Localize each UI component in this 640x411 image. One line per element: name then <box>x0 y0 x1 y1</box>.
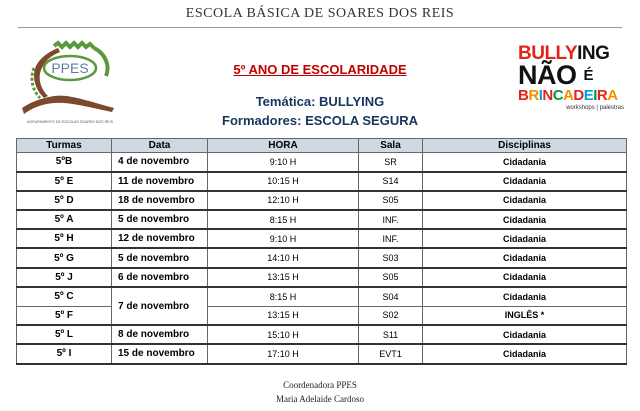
cell-disciplina: Cidadania <box>423 191 627 210</box>
bullying-logo-letter: D <box>573 87 584 104</box>
cell-turma: 5º H <box>17 229 112 248</box>
bullying-logo-letter: I <box>593 87 597 104</box>
grade-heading: 5º ANO DE ESCOLARIDADE <box>233 62 407 77</box>
cell-hora: 14:10 H <box>208 248 359 267</box>
bullying-logo-letter: A <box>563 87 574 104</box>
table-row <box>17 325 627 344</box>
cell-hora: 8:15 H <box>208 287 359 306</box>
cell-hora: 12:10 H <box>208 191 359 210</box>
cell-data: 12 de novembro <box>112 229 208 248</box>
bullying-logo-nao: NÃO <box>518 60 577 90</box>
table-row <box>17 153 627 172</box>
cell-disciplina: Cidadania <box>423 287 627 306</box>
cell-data: 6 de novembro <box>112 268 208 287</box>
cell-disciplina: INGLÊS * <box>423 306 627 325</box>
ppes-logo-caption: AGRUPAMENTO DE ESCOLAS SOARES DOS REIS <box>27 120 113 124</box>
cell-sala: S04 <box>359 287 423 306</box>
cell-data: 5 de novembro <box>112 248 208 267</box>
cell-turma: 5º I <box>17 344 112 363</box>
cell-hora: 17:10 H <box>208 344 359 363</box>
cell-hora: 9:10 H <box>208 153 359 172</box>
cell-turma: 5ºB <box>17 153 112 172</box>
cell-turma: 5º A <box>17 210 112 229</box>
cell-hora: 9:10 H <box>208 229 359 248</box>
cell-disciplina: Cidadania <box>423 229 627 248</box>
title-divider <box>18 27 622 28</box>
bullying-logo <box>518 44 628 124</box>
cell-hora: 8:15 H <box>208 210 359 229</box>
table-row <box>17 210 627 229</box>
footer-coordinator-role: Coordenadora PPES <box>283 380 357 390</box>
cell-disciplina: Cidadania <box>423 344 627 363</box>
cell-disciplina: Cidadania <box>423 268 627 287</box>
cell-data: 11 de novembro <box>112 172 208 191</box>
cell-sala: INF. <box>359 229 423 248</box>
cell-sala: S05 <box>359 268 423 287</box>
col-header-disciplinas: Disciplinas <box>423 139 627 153</box>
bullying-logo-letter: I <box>538 87 543 104</box>
cell-disciplina: Cidadania <box>423 210 627 229</box>
cell-data: 7 de novembro <box>112 287 208 325</box>
theme-line: Temática: BULLYING <box>255 94 385 109</box>
cell-turma: 5º C <box>17 287 112 306</box>
cell-disciplina: Cidadania <box>423 248 627 267</box>
bullying-logo-word-black: ING <box>577 43 610 64</box>
footer-coordinator-name: Maria Adelaide Cardoso <box>276 394 364 404</box>
cell-hora: 10:15 H <box>208 172 359 191</box>
cell-hora: 13:15 H <box>208 306 359 325</box>
table-row <box>17 229 627 248</box>
col-header-sala: Sala <box>359 139 423 153</box>
cell-turma: 5º E <box>17 172 112 191</box>
cell-sala: S05 <box>359 191 423 210</box>
table-row <box>17 344 627 363</box>
bullying-logo-letter: R <box>596 87 608 104</box>
col-header-data: Data <box>112 139 208 153</box>
cell-sala: S14 <box>359 172 423 191</box>
cell-sala: SR <box>359 153 423 172</box>
cell-sala: INF. <box>359 210 423 229</box>
bullying-logo-tagline: workshops | palestras <box>566 105 624 111</box>
bullying-logo-letter: R <box>528 87 539 104</box>
cell-data: 8 de novembro <box>112 325 208 344</box>
ppes-logo-text: PPES <box>51 60 89 76</box>
bullying-logo-word-red: BULLY <box>518 43 578 64</box>
cell-turma: 5º G <box>17 248 112 267</box>
cell-data: 18 de novembro <box>112 191 208 210</box>
table-row <box>17 287 627 306</box>
cell-sala: S03 <box>359 248 423 267</box>
cell-turma: 5º L <box>17 325 112 344</box>
table-row <box>17 268 627 287</box>
cell-data: 4 de novembro <box>112 153 208 172</box>
bullying-logo-letter: N <box>542 87 553 104</box>
bullying-logo-letter: C <box>552 87 564 104</box>
trainers-line: Formadores: ESCOLA SEGURA <box>222 113 418 128</box>
bullying-logo-e: É <box>583 67 594 84</box>
bullying-logo-line2 <box>518 60 628 90</box>
cell-data: 15 de novembro <box>112 344 208 363</box>
school-title: ESCOLA BÁSICA DE SOARES DOS REIS <box>185 6 455 21</box>
table-row <box>17 306 627 325</box>
bullying-logo-letter: B <box>518 87 529 104</box>
bullying-logo-brincadeira <box>518 88 628 104</box>
cell-disciplina: Cidadania <box>423 325 627 344</box>
cell-turma: 5º D <box>17 191 112 210</box>
cell-turma: 5º J <box>17 268 112 287</box>
cell-sala: S11 <box>359 325 423 344</box>
cell-sala: EVT1 <box>359 344 423 363</box>
table-header-row <box>17 139 627 153</box>
bullying-logo-letter: E <box>583 87 594 104</box>
table-row <box>17 172 627 191</box>
cell-sala: S02 <box>359 306 423 325</box>
cell-data: 5 de novembro <box>112 210 208 229</box>
schedule-table <box>16 138 627 365</box>
table-row <box>17 248 627 267</box>
cell-disciplina: Cidadania <box>423 172 627 191</box>
cell-turma: 5º F <box>17 306 112 325</box>
bullying-logo-letter: A <box>607 87 618 104</box>
col-header-hora: HORA <box>208 139 359 153</box>
cell-hora: 15:10 H <box>208 325 359 344</box>
table-row <box>17 191 627 210</box>
cell-hora: 13:15 H <box>208 268 359 287</box>
cell-disciplina: Cidadania <box>423 153 627 172</box>
col-header-turmas: Turmas <box>17 139 112 153</box>
